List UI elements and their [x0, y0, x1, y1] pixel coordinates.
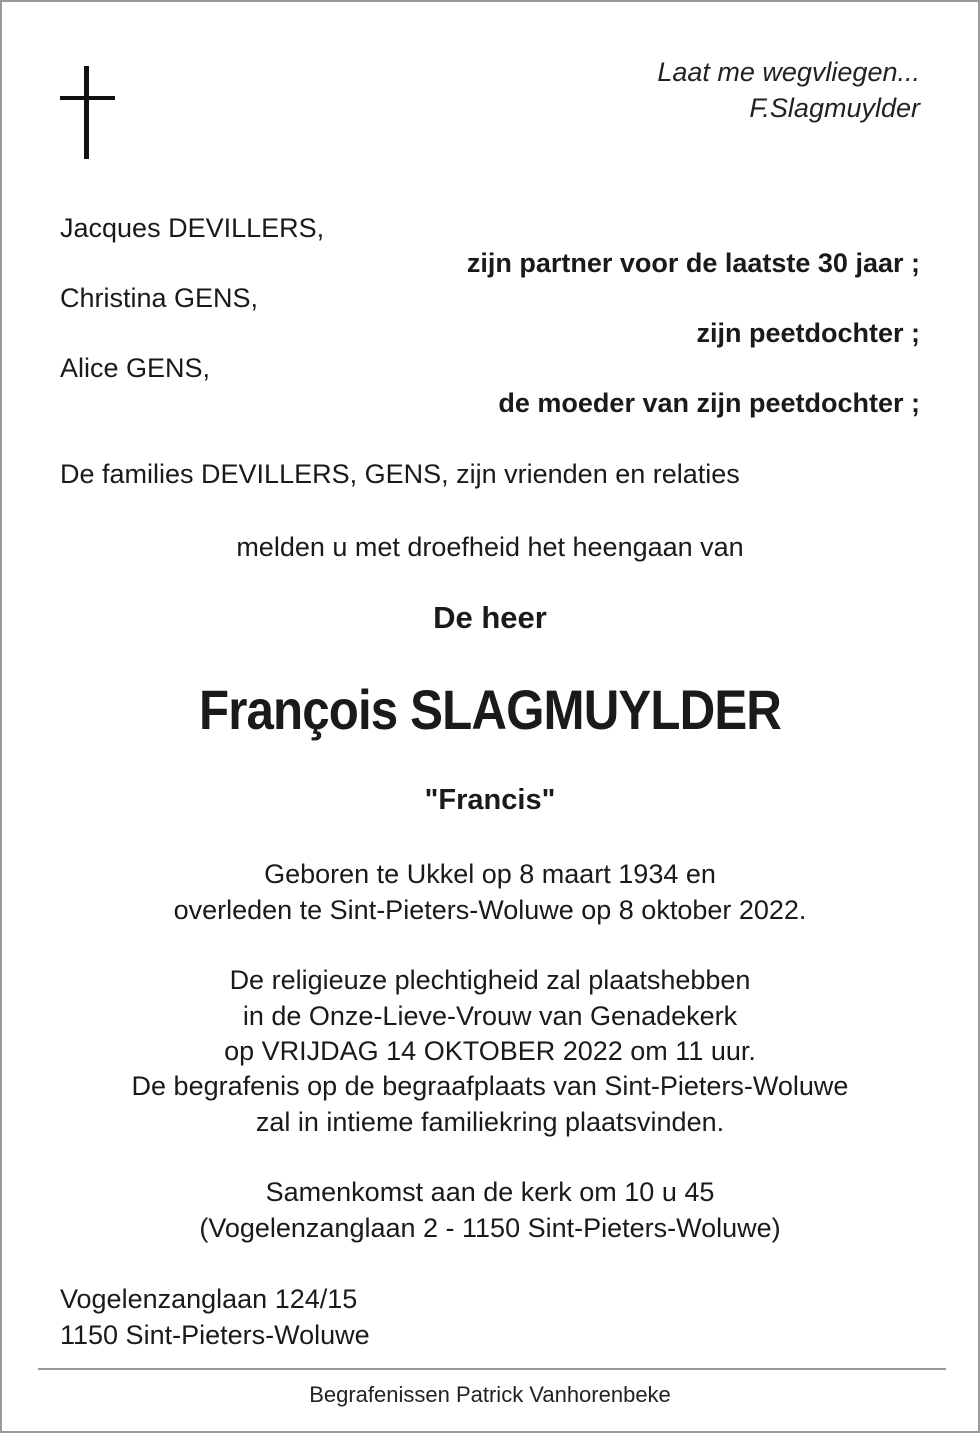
announce-line: melden u met droefheid het heengaan van	[236, 532, 744, 562]
meeting-address: (Vogelenzanglaan 2 - 1150 Sint-Pieters-Woluwe)	[199, 1213, 781, 1243]
mourner-relation: de moeder van zijn peetdochter ;	[498, 388, 920, 418]
footer-divider	[38, 1368, 946, 1370]
mourner-relation: zijn peetdochter ;	[696, 318, 920, 348]
home-address-city: 1150 Sint-Pieters-Woluwe	[60, 1320, 370, 1350]
quote-author: F.Slagmuylder	[749, 93, 920, 123]
ceremony-line: De begrafenis op de begraafplaats van Sint-Pieters-Woluwe	[131, 1071, 849, 1101]
birth-line: Geboren te Ukkel op 8 maart 1934 en	[264, 859, 716, 889]
nickname: "Francis"	[424, 784, 556, 816]
ceremony-line: in de Onze-Lieve-Vrouw van Genadekerk	[242, 1001, 738, 1031]
mourner-relation: zijn partner voor de laatste 30 jaar ;	[466, 248, 920, 278]
funeral-home: Begrafenissen Patrick Vanhorenbeke	[309, 1382, 671, 1407]
mourner-name: Christina GENS,	[60, 283, 259, 313]
deceased-name: François SLAGMUYLDER	[198, 678, 782, 741]
death-line: overleden te Sint-Pieters-Woluwe op 8 oktober 2022.	[173, 895, 807, 925]
quote-line: Laat me wegvliegen...	[657, 57, 920, 87]
families-line: De families DEVILLERS, GENS, zijn vrienden en relaties	[60, 459, 740, 489]
salutation: De heer	[433, 600, 547, 635]
mourner-name: Alice GENS,	[60, 353, 211, 383]
meeting-line: Samenkomst aan de kerk om 10 u 45	[265, 1177, 715, 1207]
ceremony-line: zal in intieme familiekring plaatsvinden.	[255, 1107, 725, 1137]
mourner-name: Jacques DEVILLERS,	[60, 213, 325, 243]
ceremony-line: op VRIJDAG 14 OKTOBER 2022 om 11 uur.	[224, 1036, 756, 1066]
ceremony-line: De religieuze plechtigheid zal plaatshebben	[229, 965, 751, 995]
home-address-street: Vogelenzanglaan 124/15	[60, 1284, 358, 1314]
